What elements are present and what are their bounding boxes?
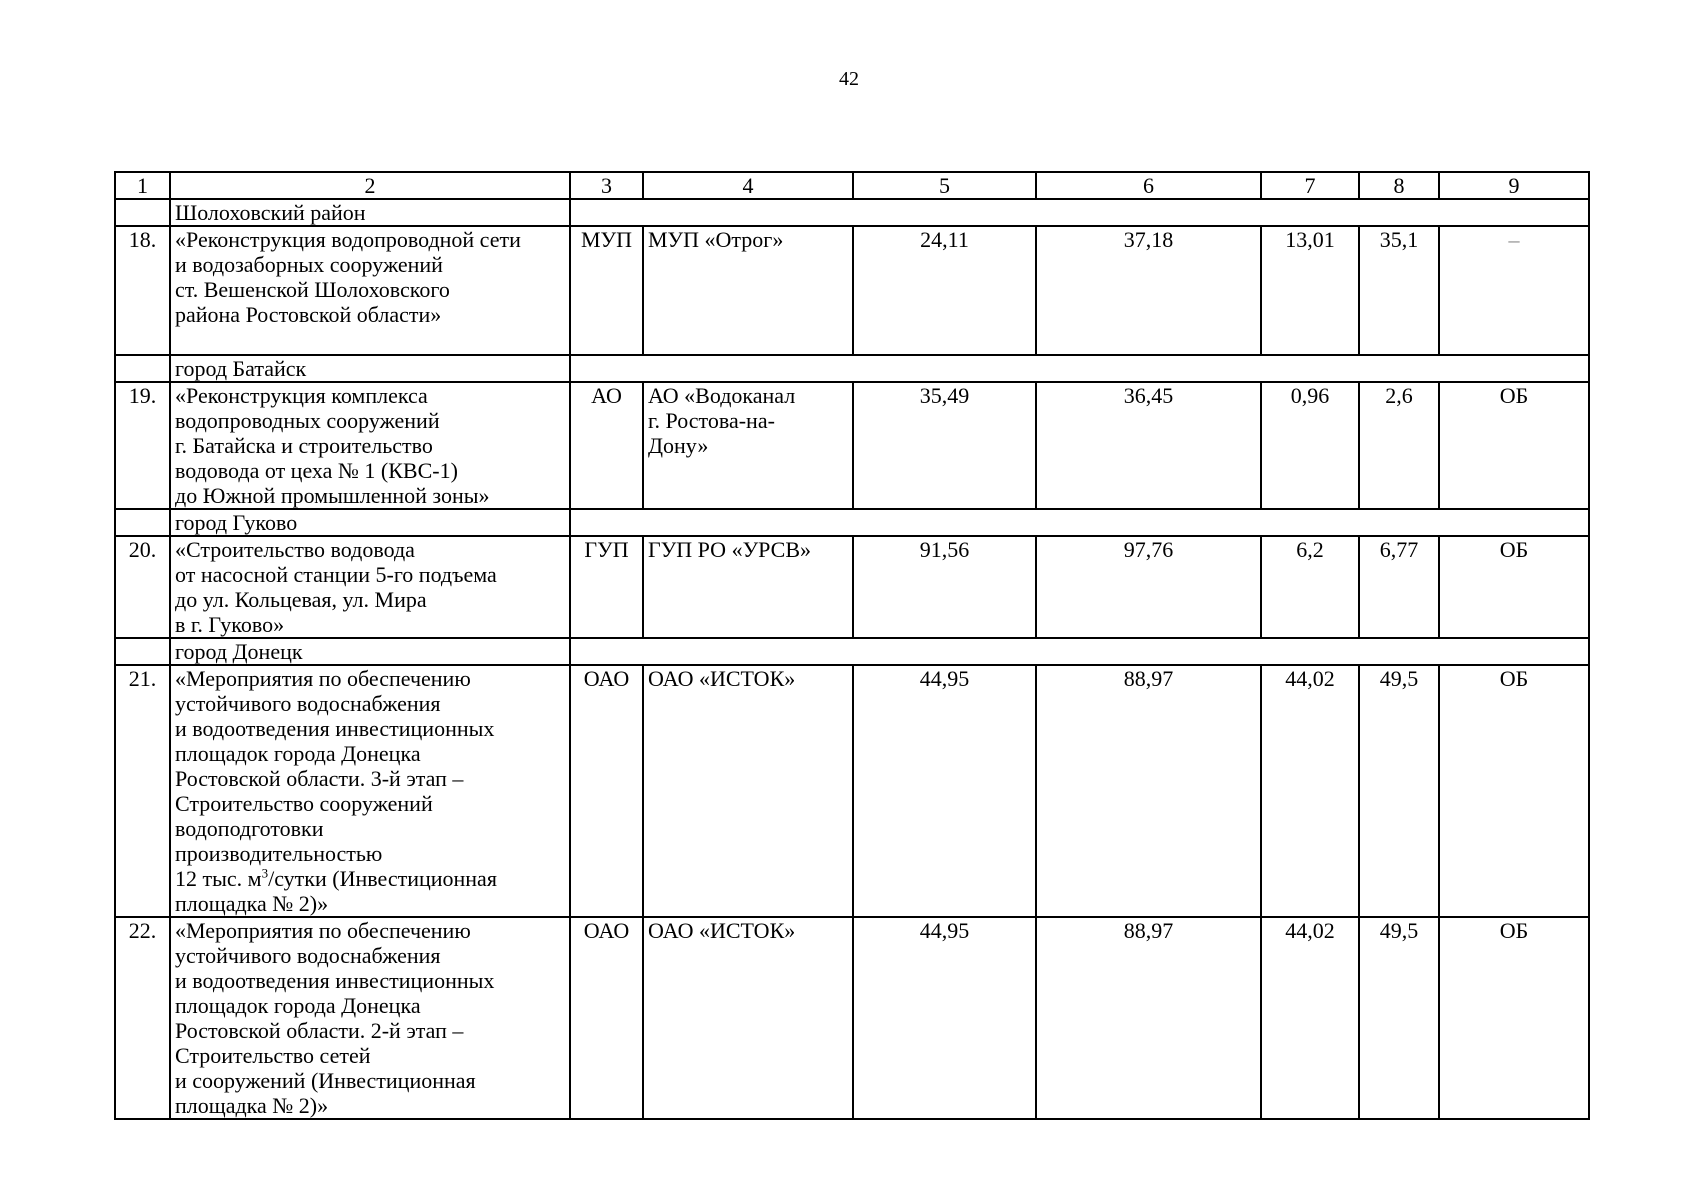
row-number: 21. — [115, 665, 170, 917]
value-col7: 13,01 — [1261, 226, 1359, 355]
empty-cell — [115, 638, 170, 665]
table-row — [115, 665, 1589, 917]
header-cell: 1 — [115, 172, 170, 199]
value-col5: 91,56 — [853, 536, 1036, 638]
value-col6: 88,97 — [1036, 917, 1261, 1119]
empty-cell — [115, 199, 170, 226]
projects-table — [114, 171, 1590, 1120]
empty-cell — [570, 355, 1589, 382]
header-cell: 3 — [570, 172, 643, 199]
section-row — [115, 509, 1589, 536]
section-row — [115, 355, 1589, 382]
value-col6: 37,18 — [1036, 226, 1261, 355]
org-form: ОАО — [570, 917, 643, 1119]
organization: МУП «Отрог» — [643, 226, 853, 355]
empty-cell — [570, 509, 1589, 536]
value-col7: 0,96 — [1261, 382, 1359, 509]
project-name-part: /сутки (Инвестиционная площадка № 2)» — [175, 866, 497, 916]
header-cell: 5 — [853, 172, 1036, 199]
value-col5: 35,49 — [853, 382, 1036, 509]
project-name: «Реконструкция комплекса водопроводных сооружений г. Батайска и строительство водовода от цеха № 1 (КВС-1) до Южной промышленной зоны» — [170, 382, 570, 509]
value-col8: 2,6 — [1359, 382, 1439, 509]
organization: ГУП РО «УРСВ» — [643, 536, 853, 638]
row-number: 19. — [115, 382, 170, 509]
empty-cell — [570, 638, 1589, 665]
value-col5: 44,95 — [853, 917, 1036, 1119]
header-cell: 7 — [1261, 172, 1359, 199]
org-form: ОАО — [570, 665, 643, 917]
header-cell: 4 — [643, 172, 853, 199]
section-title: город Донецк — [170, 638, 570, 665]
page-number: 42 — [839, 68, 859, 90]
value-col6: 97,76 — [1036, 536, 1261, 638]
header-cell: 6 — [1036, 172, 1261, 199]
row-number: 22. — [115, 917, 170, 1119]
table-row — [115, 917, 1589, 1119]
value-col8: 49,5 — [1359, 665, 1439, 917]
row-number: 18. — [115, 226, 170, 355]
superscript: 3 — [261, 865, 269, 881]
value-col6: 88,97 — [1036, 665, 1261, 917]
table-row — [115, 382, 1589, 509]
value-col9: ОБ — [1439, 536, 1589, 638]
org-form: МУП — [570, 226, 643, 355]
project-name: «Реконструкция водопроводной сети и водозаборных сооружений ст. Вешенской Шолоховского района Ростовской области» — [170, 226, 570, 355]
value-col8: 6,77 — [1359, 536, 1439, 638]
organization: ОАО «ИСТОК» — [643, 917, 853, 1119]
value-col5: 24,11 — [853, 226, 1036, 355]
header-cell: 9 — [1439, 172, 1589, 199]
organization: АО «Водоканал г. Ростова-на- Дону» — [643, 382, 853, 509]
table-row — [115, 226, 1589, 355]
section-title: город Батайск — [170, 355, 570, 382]
value-col9: – — [1439, 226, 1589, 355]
section-title: Шолоховский район — [170, 199, 570, 226]
project-name-part: «Мероприятия по обеспечению устойчивого водоснабжения и водоотведения инвестиционных площадок города Донецка Ростовской области. 3-й этап – Строительство сооружений водоподготовки производительностью 12 тыс. м — [175, 666, 495, 891]
org-form: ГУП — [570, 536, 643, 638]
header-cell: 2 — [170, 172, 570, 199]
row-number: 20. — [115, 536, 170, 638]
value-col9: ОБ — [1439, 917, 1589, 1119]
project-name: «Строительство водовода от насосной станции 5-го подъема до ул. Кольцевая, ул. Мира в г. Гуково» — [170, 536, 570, 638]
table-row — [115, 536, 1589, 638]
value-col7: 44,02 — [1261, 665, 1359, 917]
header-row — [115, 172, 1589, 199]
section-row — [115, 638, 1589, 665]
value-col7: 6,2 — [1261, 536, 1359, 638]
project-name: «Мероприятия по обеспечению устойчивого водоснабжения и водоотведения инвестиционных площадок города Донецка Ростовской области. 2-й этап – Строительство сетей и сооружений (Инвестиционная площадка № 2)» — [170, 917, 570, 1119]
value-col6: 36,45 — [1036, 382, 1261, 509]
project-name — [170, 665, 570, 917]
value-col9: ОБ — [1439, 665, 1589, 917]
org-form: АО — [570, 382, 643, 509]
header-cell: 8 — [1359, 172, 1439, 199]
empty-cell — [115, 509, 170, 536]
value-col5: 44,95 — [853, 665, 1036, 917]
value-col8: 35,1 — [1359, 226, 1439, 355]
value-col8: 49,5 — [1359, 917, 1439, 1119]
section-row — [115, 199, 1589, 226]
section-title: город Гуково — [170, 509, 570, 536]
organization: ОАО «ИСТОК» — [643, 665, 853, 917]
empty-cell — [570, 199, 1589, 226]
value-col7: 44,02 — [1261, 917, 1359, 1119]
value-col9: ОБ — [1439, 382, 1589, 509]
empty-cell — [115, 355, 170, 382]
